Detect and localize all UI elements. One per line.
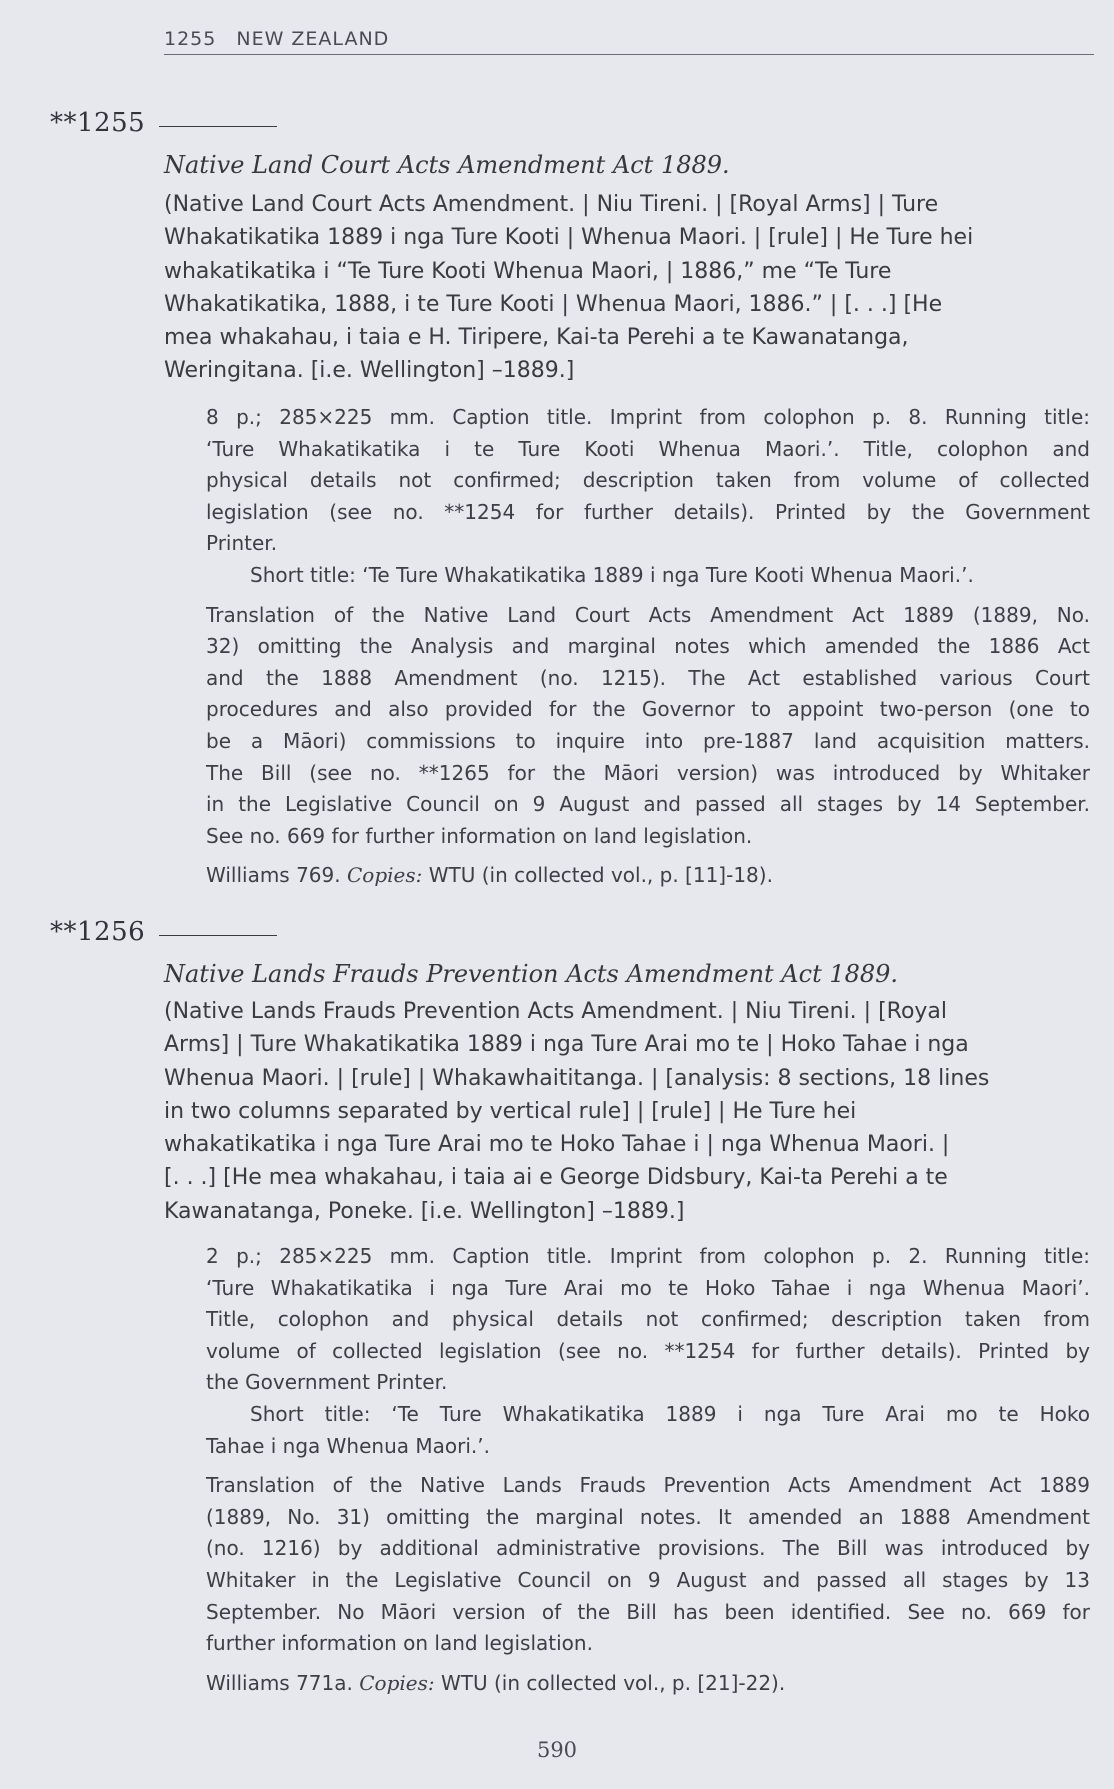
physical-line: physical details not confirmed; description taken from volume of collected	[206, 468, 1090, 493]
running-head-page: 1255	[164, 28, 217, 50]
entry-title: Native Lands Frauds Prevention Acts Amendment Act 1889.	[164, 960, 899, 988]
physical-line: Printer.	[206, 531, 278, 556]
note-line: be a Māori) commissions to inquire into pre-1887 land acquisition matters.	[206, 728, 1090, 753]
copies-holdings: WTU (in collected vol., p. [11]-18).	[428, 863, 773, 888]
physical-line: the Government Printer.	[206, 1370, 448, 1395]
physical-line: ‘Ture Whakatikatika i nga Ture Arai mo te Hoko Tahae i nga Whenua Maori’.	[206, 1275, 1090, 1300]
entry-title: Native Land Court Acts Amendment Act 1889.	[164, 151, 730, 179]
note-line: Whitaker in the Legislative Council on 9 August and passed all stages by 13	[206, 1567, 1090, 1592]
transcript-line: Whakatikatika 1889 i nga Ture Kooti | Whenua Maori. | [rule] | He Ture hei	[164, 225, 974, 251]
transcript-line: [. . .] [He mea whakahau, i taia ai e George Didsbury, Kai-ta Perehi a te	[164, 1165, 948, 1191]
entry-notes	[206, 402, 1090, 892]
holdings-line	[206, 1668, 1090, 1700]
copies-label: Copies:	[359, 1670, 435, 1695]
note-line: See no. 669 for further information on land legislation.	[206, 823, 753, 848]
entry-notes	[206, 1241, 1090, 1699]
physical-line: Title, colophon and physical details not confirmed; description taken from	[206, 1307, 1090, 1332]
holdings-line	[206, 860, 1090, 892]
note-line: procedures and also provided for the Governor to appoint two-person (one to	[206, 697, 1090, 722]
note-line: (no. 1216) by additional administrative provisions. The Bill was introduced by	[206, 1536, 1090, 1561]
transcript-line: mea whakahau, i taia e H. Tiripere, Kai-ta Perehi a te Kawanatanga,	[164, 325, 909, 351]
note-line: (1889, No. 31) omitting the marginal notes. It amended an 1888 Amendment	[206, 1504, 1090, 1529]
note-line: and the 1888 Amendment (no. 1215). The Act established various Court	[206, 665, 1090, 690]
transcript-line: (Native Lands Frauds Prevention Acts Amendment. | Niu Tireni. | [Royal	[164, 999, 948, 1024]
transcript-line: Whakatikatika, 1888, i te Ture Kooti | Whenua Maori, 1886.” | [. . .] [He	[164, 291, 943, 317]
transcript-line: whakatikatika i “Te Ture Kooti Whenua Maori, | 1886,” me “Te Ture	[164, 258, 892, 284]
transcript-line: Weringitana. [i.e. Wellington] –1889.]	[164, 358, 575, 384]
running-head	[164, 28, 1094, 55]
physical-line: ‘Ture Whakatikatika i te Ture Kooti Whenua Maori.’. Title, colophon and	[206, 436, 1090, 461]
copies-label: Copies:	[346, 863, 423, 888]
note-line: 32) omitting the Analysis and marginal notes which amended the 1886 Act	[206, 634, 1090, 659]
entry-rule	[159, 935, 277, 936]
transcript-line: whakatikatika i nga Ture Arai mo te Hoko Tahae i | nga Whenua Maori. |	[164, 1132, 950, 1158]
note-line: Translation of the Native Land Court Acts Amendment Act 1889 (1889, No.	[206, 602, 1090, 627]
note-line: September. No Māori version of the Bill has been identified. See no. 669 for	[206, 1599, 1090, 1624]
physical-line: legislation (see no. **1254 for further details). Printed by the Government	[206, 499, 1090, 524]
copies-holdings: WTU (in collected vol., p. [21]-22).	[440, 1670, 786, 1695]
bibliographic-reference: Williams 771a.	[206, 1670, 353, 1695]
transcript-line: Whenua Maori. | [rule] | Whakawhaititanga. | [analysis: 8 sections, 18 lines	[164, 1065, 990, 1091]
transcript-line: in two columns separated by vertical rule] | [rule] | He Ture hei	[164, 1098, 857, 1124]
entry-number: **1255	[50, 108, 277, 138]
page-number: 590	[536, 1738, 578, 1762]
short-title: Tahae i nga Whenua Maori.’.	[206, 1433, 490, 1458]
entry-rule	[159, 126, 277, 127]
title-transcript	[164, 188, 1094, 388]
transcript-line: (Native Land Court Acts Amendment. | Niu Tireni. | [Royal Arms] | Ture	[164, 192, 939, 217]
physical-line: 8 p.; 285×225 mm. Caption title. Imprint from colophon p. 8. Running title:	[206, 405, 1090, 429]
entry-number: **1256	[50, 917, 277, 947]
note-line: Translation of the Native Lands Frauds Prevention Acts Amendment Act 1889	[206, 1473, 1090, 1498]
note-line: The Bill (see no. **1265 for the Māori version) was introduced by Whitaker	[206, 760, 1090, 785]
title-transcript	[164, 995, 1094, 1228]
transcript-line: Arms] | Ture Whakatikatika 1889 i nga Ture Arai mo te | Hoko Tahae i nga	[164, 1032, 969, 1058]
short-title: Short title: ‘Te Ture Whakatikatika 1889 i nga Ture Arai mo te Hoko	[250, 1401, 1090, 1426]
note-line: further information on land legislation.	[206, 1631, 593, 1656]
running-head-country: NEW ZEALAND	[236, 28, 390, 50]
note-line: in the Legislative Council on 9 August and passed all stages by 14 September.	[206, 792, 1090, 817]
physical-line: 2 p.; 285×225 mm. Caption title. Imprint from colophon p. 2. Running title:	[206, 1244, 1090, 1268]
bibliographic-reference: Williams 769.	[206, 863, 341, 888]
transcript-line: Kawanatanga, Poneke. [i.e. Wellington] –1889.]	[164, 1198, 685, 1224]
short-title: Short title: ‘Te Ture Whakatikatika 1889 i nga Ture Kooti Whenua Maori.’.	[250, 562, 974, 587]
physical-line: volume of collected legislation (see no. **1254 for further details). Printed by	[206, 1338, 1090, 1363]
